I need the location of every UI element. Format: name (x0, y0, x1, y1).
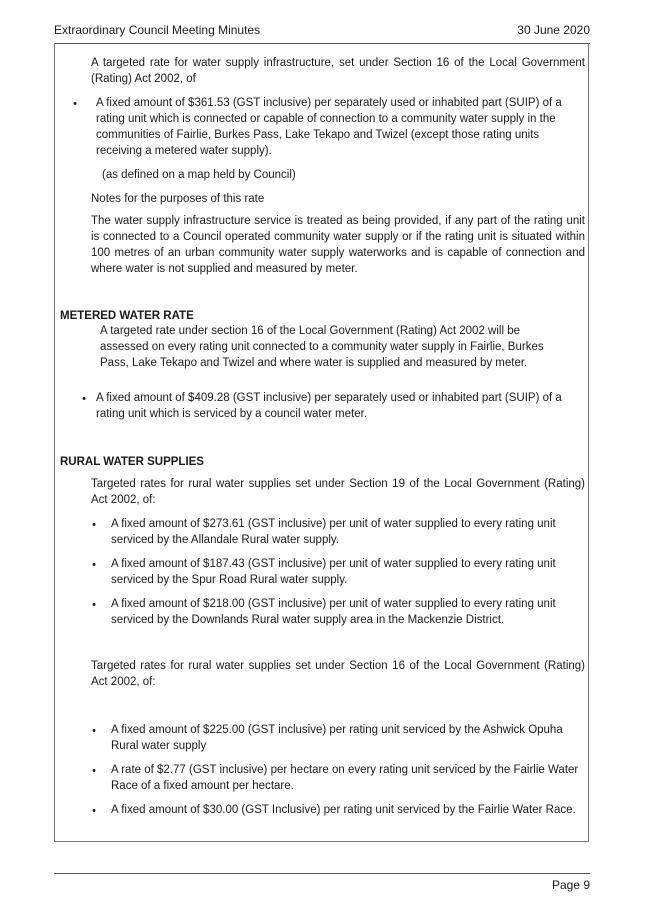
document-date: 30 June 2020 (517, 23, 590, 37)
rural-heading: RURAL WATER SUPPLIES (60, 456, 204, 468)
bullet-icon: • (92, 559, 96, 571)
page-header (54, 22, 590, 38)
bullet-icon: • (92, 725, 96, 737)
bullet-icon: • (92, 599, 96, 611)
rural-19-item: A fixed amount of $218.00 (GST inclusive) per unit of water supplied to every rating unit serviced by the Downlands Rural water supply area in the Mackenzie District. (111, 598, 556, 626)
metered-bullet: A fixed amount of $409.28 (GST inclusive) per separately used or inhabited part (SUIP) of a rating unit which is serviced by a council water meter. (96, 392, 562, 420)
bullet-icon: • (92, 805, 96, 817)
water-infra-notes-body: The water supply infrastructure service is treated as being provided, if any part of the rating unit is connected to a Council operated community water supply or if the rating unit is situated within 100 metres of an urban community water supply waterworks and is capable of connection and where water is not supplied and measured by meter. (91, 215, 585, 275)
metered-heading: METERED WATER RATE (60, 310, 194, 322)
rural-19-item: A fixed amount of $273.61 (GST inclusive) per unit of water supplied to every rating unit serviced by the Allandale Rural water supply. (111, 518, 556, 546)
rural-16-item: A fixed amount of $225.00 (GST inclusive) per rating unit serviced by the Ashwick Opuha Rural water supply (111, 724, 563, 752)
water-infra-intro: A targeted rate for water supply infrastructure, set under Section 16 of the Local Government (Rating) Act 2002, of (91, 57, 585, 85)
page-number: Page 9 (551, 878, 590, 892)
water-infra-notes-heading: Notes for the purposes of this rate (91, 193, 265, 205)
rural-intro-16: Targeted rates for rural water supplies set under Section 16 of the Local Government (Rating) Act 2002, of: (91, 660, 585, 688)
rural-16-item: A fixed amount of $30.00 (GST Inclusive) per rating unit serviced by the Fairlie Water Race. (111, 804, 576, 816)
water-infra-bullet: A fixed amount of $361.53 (GST inclusive) per separately used or inhabited part (SUIP) of a rating unit which is connected or capable of connection to a community water supply in the communities of Fairlie, Burkes Pass, Lake Tekapo and Twizel (except those rating units receiving a metered water supply). (96, 97, 562, 157)
bullet-icon: • (92, 519, 96, 531)
rural-intro-19: Targeted rates for rural water supplies set under Section 19 of the Local Government (Rating) Act 2002, of: (91, 478, 585, 506)
bullet-icon: • (92, 765, 96, 777)
water-infra-map-note: (as defined on a map held by Council) (102, 169, 296, 181)
document-title: Extraordinary Council Meeting Minutes (54, 23, 261, 37)
rural-19-item: A fixed amount of $187.43 (GST inclusive) per unit of water supplied to every rating unit serviced by the Spur Road Rural water supply. (111, 558, 556, 586)
bullet-icon: • (73, 98, 77, 110)
footer-divider (54, 873, 590, 874)
metered-intro: A targeted rate under section 16 of the Local Government (Rating) Act 2002 will be assessed on every rating unit connected to a community water supply in Fairlie, Burkes Pass, Lake Tekapo and Twizel and where water is supplied and measured by meter. (100, 325, 544, 369)
rural-16-item: A rate of $2.77 (GST inclusive) per hectare on every rating unit serviced by the Fairlie Water Race of a fixed amount per hectare. (111, 764, 579, 792)
bullet-icon: • (82, 393, 86, 405)
